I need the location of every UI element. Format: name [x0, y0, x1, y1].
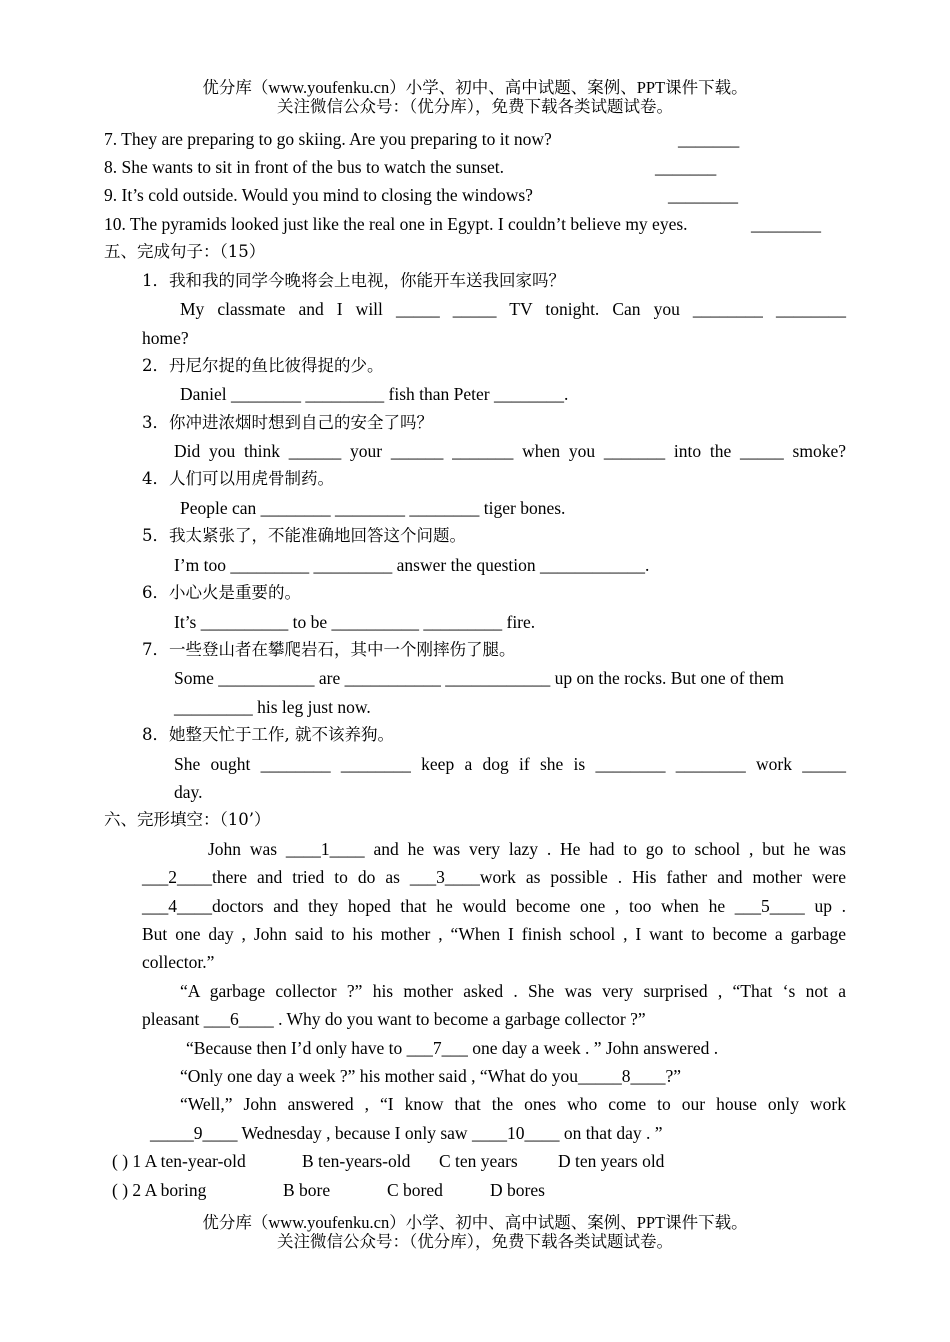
section-5-title: 五、完成句子：（15）	[104, 242, 266, 261]
cloze-line-4: But one day , John said to his mother , “When I finish school , I want to become a garbage	[142, 924, 846, 944]
header-line-1: 优分库（www.youfenku.cn）小学、初中、高中试题、案例、PPT课件下载。	[202, 78, 748, 97]
option-c: C ten years	[439, 1151, 518, 1171]
choice-row-2	[112, 1178, 206, 1202]
s5-item-6-en: It’s __________ to be __________ _________ fire.	[174, 612, 536, 632]
s5-item-8-en-cont: day.	[174, 782, 203, 802]
s5-item-1-en-cont: home?	[142, 328, 189, 348]
s4-item-10: 10. The pyramids looked just like the real one in Egypt. I couldn’t believe my eyes.	[104, 214, 688, 234]
option-b: B ten-years-old	[302, 1151, 411, 1171]
s5-item-8-en: She ought ________ ________ keep a dog if she is ________ ________ work _____	[174, 754, 846, 774]
s4-answer-blank[interactable]: _______	[655, 157, 717, 177]
s5-item-4-en: People can ________ ________ ________ tiger bones.	[180, 498, 566, 518]
s5-item-1-cn: 1．我和我的同学今晚将会上电视，你能开车送我回家吗？	[142, 271, 565, 290]
s5-item-5-en: I’m too _________ _________ answer the question ____________.	[174, 555, 650, 575]
cloze-line-5: collector.”	[142, 952, 215, 972]
s5-item-7-en-cont: _________ his leg just now.	[174, 697, 371, 717]
s4-answer-blank[interactable]: ________	[751, 214, 821, 234]
option-b: B bore	[283, 1180, 331, 1200]
s4-item-8: 8. She wants to sit in front of the bus to watch the sunset.	[104, 157, 505, 177]
page-footer	[0, 1213, 950, 1251]
s4-answer-blank[interactable]: ________	[668, 185, 738, 205]
s4-item-9: 9. It’s cold outside. Would you mind to closing the windows?	[104, 185, 533, 205]
s5-item-2-en: Daniel ________ _________ fish than Peter ________.	[180, 384, 569, 404]
s5-item-7-cn: 7．一些登山者在攀爬岩石，其中一个刚摔伤了腿。	[142, 640, 516, 659]
s4-answer-blank[interactable]: _______	[678, 129, 740, 149]
section-6-title: 六、完形填空：（10’）	[104, 810, 271, 829]
s5-item-1-en: My classmate and I will _____ _____ TV tonight. Can you ________ ________	[180, 299, 846, 319]
footer-line-2: 关注微信公众号：（优分库），免费下载各类试题试卷。	[277, 1232, 673, 1251]
s5-item-2-cn: 2．丹尼尔捉的鱼比彼得捉的少。	[142, 356, 384, 375]
s4-item-7: 7. They are preparing to go skiing. Are you preparing to it now?	[104, 129, 552, 149]
cloze-line-6: “A garbage collector ?” his mother asked . She was very surprised , “That ‘s not a	[180, 981, 846, 1001]
cloze-line-8: “Because then I’d only have to ___7___ one day a week . ” John answered .	[186, 1038, 719, 1058]
page-header	[0, 78, 950, 116]
cloze-line-2: ___2____there and tried to do as ___3____work as possible . His father and mother were	[142, 867, 846, 887]
cloze-line-9: “Only one day a week ?” his mother said , “What do you_____8____?”	[180, 1066, 682, 1086]
option-c: C bored	[387, 1180, 443, 1200]
option-d: D ten years old	[558, 1151, 665, 1171]
s5-item-4-cn: 4．人们可以用虎骨制药。	[142, 469, 334, 488]
option-d: D bores	[490, 1180, 545, 1200]
footer-line-1: 优分库（www.youfenku.cn）小学、初中、高中试题、案例、PPT课件下载。	[202, 1213, 748, 1232]
s5-item-5-cn: 5．我太紧张了，不能准确地回答这个问题。	[142, 526, 466, 545]
cloze-line-1: John was ____1____ and he was very lazy . He had to go to school , but he was	[208, 839, 846, 859]
choice-row-1	[112, 1149, 246, 1173]
s5-item-3-en: Did you think ______ your ______ _______ when you _______ into the _____ smoke?	[174, 441, 846, 461]
s5-item-3-cn: 3．你冲进浓烟时想到自己的安全了吗？	[142, 413, 433, 432]
cloze-line-11: _____9____ Wednesday , because I only saw ____10____ on that day . ”	[150, 1123, 663, 1143]
answer-paren[interactable]: ( ) 1	[112, 1151, 142, 1171]
s5-item-6-cn: 6．小心火是重要的。	[142, 583, 301, 602]
option-a: A boring	[144, 1180, 207, 1200]
cloze-line-7: pleasant ___6____ . Why do you want to become a garbage collector ?”	[142, 1009, 646, 1029]
answer-paren[interactable]: ( ) 2	[112, 1180, 142, 1200]
s5-item-7-en: Some ___________ are ___________ ____________ up on the rocks. But one of them	[174, 668, 785, 688]
s5-item-8-cn: 8．她整天忙于工作, 就不该养狗。	[142, 725, 394, 744]
header-line-2: 关注微信公众号：（优分库），免费下载各类试题试卷。	[277, 97, 673, 116]
cloze-line-10: “Well,” John answered , “I know that the ones who come to our house only work	[180, 1094, 846, 1114]
option-a: A ten-year-old	[144, 1151, 246, 1171]
cloze-line-3: ___4____doctors and they hoped that he would become one , too when he ___5____ up .	[142, 896, 846, 916]
